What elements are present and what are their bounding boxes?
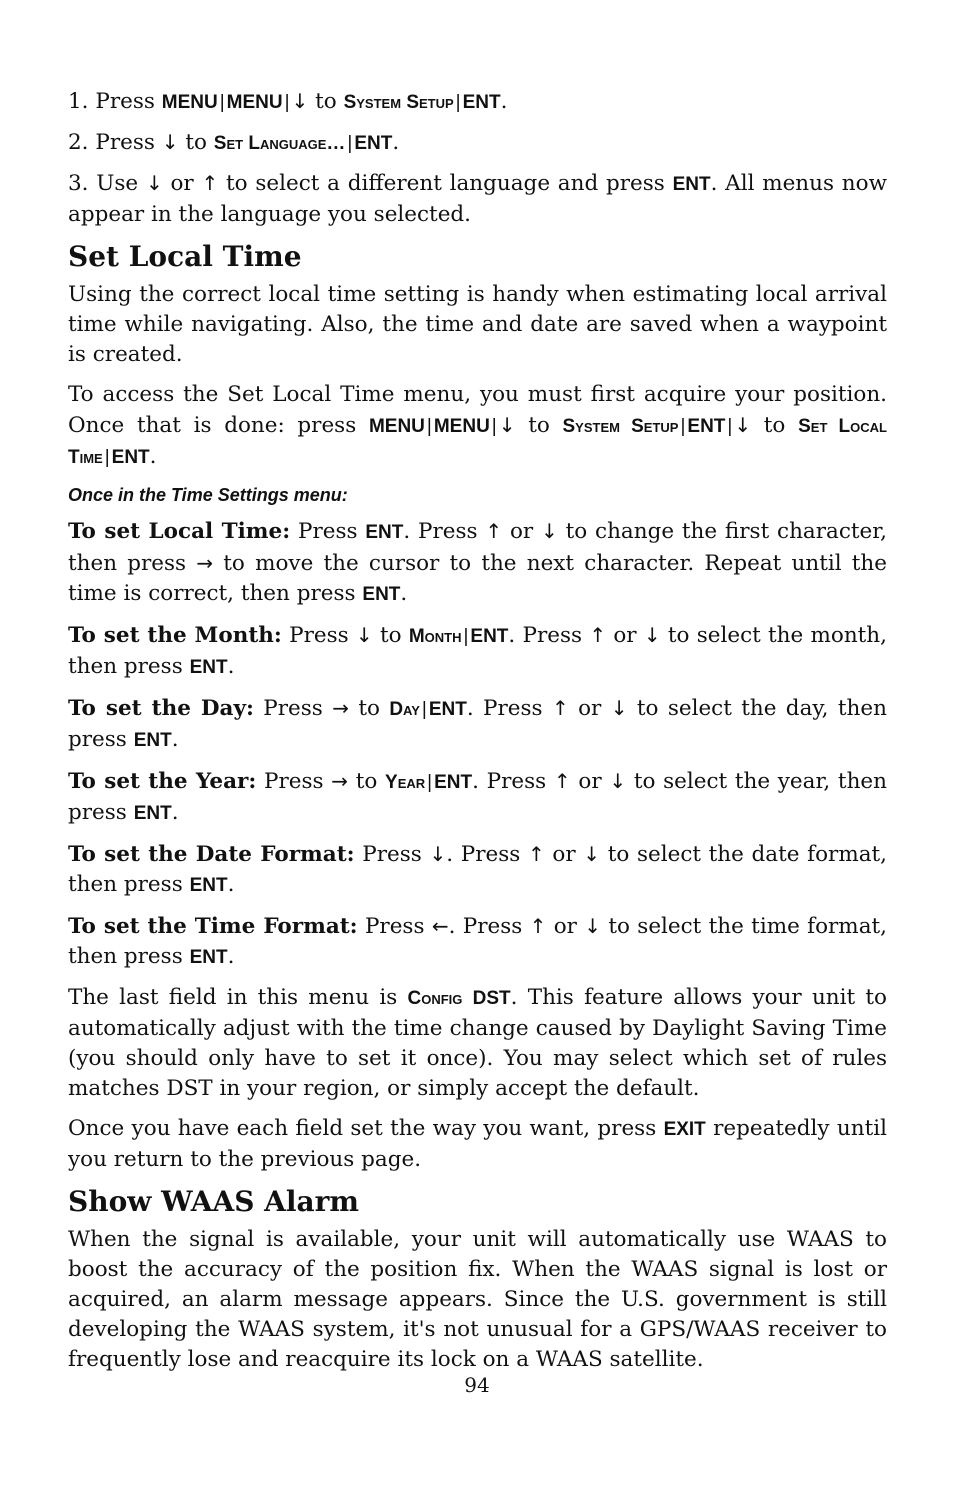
arrow-down-icon: ↓ xyxy=(584,914,602,938)
arrow-down-icon: ↓ xyxy=(498,413,516,437)
step-text: to xyxy=(315,89,337,114)
set-day-paragraph: To set the Day: Press → to Day | ENT. Press ↑ or ↓ to select the day, then press ENT. xyxy=(68,696,887,752)
menu-item-set-language: Set Language… xyxy=(213,133,346,154)
instruction-label: To set the Day: xyxy=(68,696,254,721)
arrow-up-icon: ↑ xyxy=(589,623,607,647)
step-1: 1. Press MENU | MENU | ↓ to System Setup | ENT. xyxy=(68,89,508,114)
instruction-label: To set the Month: xyxy=(68,623,282,648)
time-settings-subheading: Once in the Time Settings menu: xyxy=(68,485,348,505)
ent-key: ENT xyxy=(189,657,228,678)
menu-key: MENU xyxy=(161,92,218,113)
ent-key: ENT xyxy=(428,699,467,720)
intro-paragraph: Using the correct local time setting is handy when estimating local arrival time while navigating. Also, the time and date are saved when a waypoint is created. xyxy=(68,282,887,367)
arrow-down-icon: ↓ xyxy=(291,89,309,113)
set-year-paragraph: To set the Year: Press → to Year | ENT. Press ↑ or ↓ to select the year, then press ENT. xyxy=(68,769,887,825)
set-time-format-paragraph: To set the Time Format: Press ←. Press ↑ or ↓ to select the time format, then press ENT. xyxy=(68,914,887,969)
ent-key: ENT xyxy=(189,875,228,896)
arrow-right-icon: → xyxy=(331,769,349,793)
ent-key: ENT xyxy=(672,174,711,195)
menu-item-set-local-time: Set Local Time xyxy=(68,416,887,468)
ent-key: ENT xyxy=(133,730,172,751)
arrow-down-icon: ↓ xyxy=(734,413,752,437)
dst-label: DST xyxy=(472,988,511,1009)
instruction-label: To set Local Time: xyxy=(68,519,291,544)
step-number: 2. xyxy=(68,130,89,155)
step-2: 2. Press ↓ to Set Language… | ENT. xyxy=(68,130,400,155)
menu-item-month: Month xyxy=(408,626,462,647)
ent-key: ENT xyxy=(434,772,473,793)
menu-item-day: Day xyxy=(389,699,420,720)
ent-key: ENT xyxy=(470,626,509,647)
step-3: 3. Use ↓ or ↑ to select a different language and press ENT. All menus now appear in the language you selected. xyxy=(68,171,887,227)
step-number: 1. xyxy=(68,89,89,114)
ent-key: ENT xyxy=(354,133,393,154)
arrow-down-icon: ↓ xyxy=(145,171,163,195)
ent-key: ENT xyxy=(687,416,726,437)
arrow-up-icon: ↑ xyxy=(529,914,547,938)
arrow-down-icon: ↓ xyxy=(161,130,179,154)
exit-key: EXIT xyxy=(663,1119,706,1140)
arrow-down-icon: ↓ xyxy=(610,696,628,720)
arrow-down-icon: ↓ xyxy=(609,769,627,793)
menu-item-year: Year xyxy=(385,772,426,793)
arrow-right-icon: → xyxy=(332,696,349,720)
access-paragraph: To access the Set Local Time menu, you must first acquire your position. Once that is done: press MENU | MENU | ↓ to System Setup | ENT | ↓ to Set Local Time | ENT. xyxy=(68,382,887,469)
ent-key: ENT xyxy=(365,522,404,543)
config-dst-paragraph: The last field in this menu is Config DST. This feature allows your unit to automatically adjust with the time change caused by Daylight Saving Time (you should only have to set it once). You may select which set of rules matches DST in your region, or simply accept the default. xyxy=(68,985,887,1101)
menu-item-system-setup: System Setup xyxy=(343,92,454,113)
arrow-down-icon: ↓ xyxy=(541,519,558,543)
arrow-down-icon: ↓ xyxy=(643,623,661,647)
menu-item-config: Config xyxy=(407,988,463,1009)
section-heading-set-local-time: Set Local Time xyxy=(68,240,302,273)
page-content xyxy=(68,86,887,1385)
set-date-format-paragraph: To set the Date Format: Press ↓. Press ↑ or ↓ to select the date format, then press ENT. xyxy=(68,842,887,897)
step-number: 3. xyxy=(68,171,89,196)
step-text: to xyxy=(185,130,207,155)
menu-key: MENU xyxy=(433,416,490,437)
ent-key: ENT xyxy=(462,92,501,113)
arrow-up-icon: ↑ xyxy=(201,171,219,195)
arrow-up-icon: ↑ xyxy=(553,769,571,793)
step-text: Press xyxy=(95,89,155,114)
page-number: 94 xyxy=(464,1373,490,1397)
instruction-label: To set the Date Format: xyxy=(68,842,355,867)
instruction-label: To set the Time Format: xyxy=(68,914,358,939)
ent-key: ENT xyxy=(133,803,172,824)
set-local-time-paragraph: To set Local Time: Press ENT. Press ↑ or ↓ to change the first character, then press → to move the cursor to the next character. Repeat until the time is correct, then press ENT. xyxy=(68,519,887,606)
arrow-down-icon: ↓ xyxy=(355,623,373,647)
section-heading-show-waas-alarm: Show WAAS Alarm xyxy=(68,1185,360,1218)
ent-key: ENT xyxy=(189,947,228,968)
set-month-paragraph: To set the Month: Press ↓ to Month | ENT. Press ↑ or ↓ to select the month, then press ENT. xyxy=(68,623,887,679)
step-text: Press xyxy=(95,130,155,155)
ent-key: ENT xyxy=(362,584,401,605)
instruction-label: To set the Year: xyxy=(68,769,257,794)
menu-key: MENU xyxy=(368,416,425,437)
arrow-down-icon: ↓ xyxy=(583,842,601,866)
arrow-up-icon: ↑ xyxy=(485,519,503,543)
menu-key: MENU xyxy=(226,92,283,113)
arrow-right-icon: → xyxy=(196,551,214,575)
waas-paragraph: When the signal is available, your unit will automatically use WAAS to boost the accuracy of the position fix. When the WAAS signal is lost or acquired, an alarm message appears. Since the U.S. government is still developing the WAAS system, it's not unusual for a GPS/WAAS receiver to frequently lose and reacquire its lock on a WAAS satellite. xyxy=(68,1227,887,1372)
arrow-down-icon: ↓ xyxy=(429,842,447,866)
menu-item-system-setup: System Setup xyxy=(562,416,679,437)
arrow-up-icon: ↑ xyxy=(551,696,569,720)
exit-paragraph: Once you have each field set the way you want, press EXIT repeatedly until you return to the previous page. xyxy=(68,1116,887,1172)
arrow-left-icon: ← xyxy=(431,914,449,938)
ent-key: ENT xyxy=(111,447,150,468)
arrow-up-icon: ↑ xyxy=(527,842,545,866)
